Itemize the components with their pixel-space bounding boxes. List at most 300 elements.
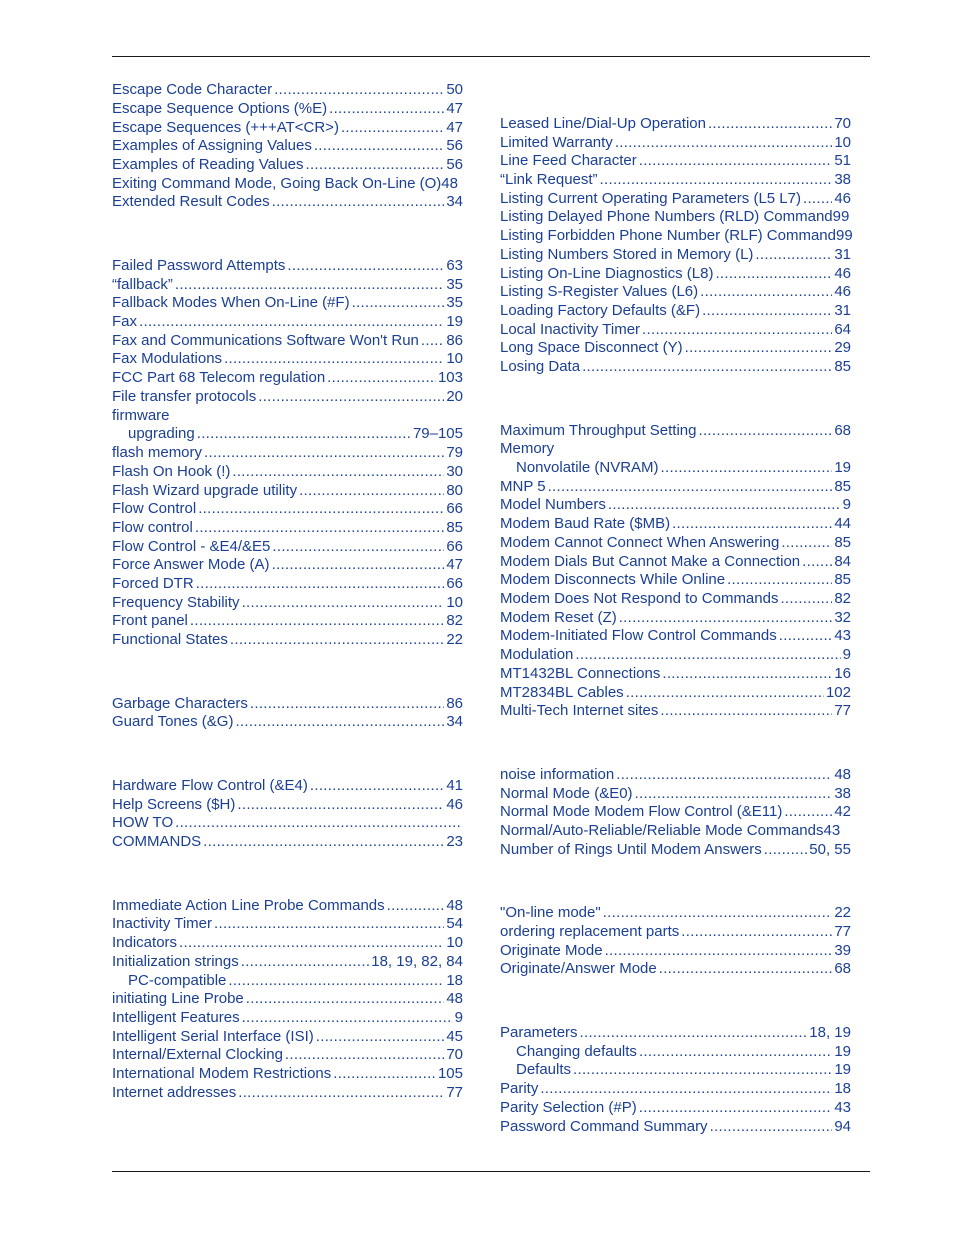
- dot-leader: [626, 683, 824, 702]
- index-entry-text: Intelligent Serial Interface (ISI): [112, 1028, 314, 1045]
- index-entry[interactable]: [500, 941, 851, 960]
- index-entry-page: 43: [834, 1099, 851, 1116]
- index-entry-page: 19: [834, 1061, 851, 1078]
- index-entry-text: File transfer protocols: [112, 388, 257, 405]
- index-entry-text: Examples of Reading Values: [112, 156, 304, 173]
- index-entry[interactable]: [500, 133, 851, 152]
- dot-leader: [803, 189, 832, 208]
- index-entry-text: Listing Current Operating Parameters (L5 L7): [500, 190, 801, 207]
- dot-leader: [639, 151, 833, 170]
- index-entry-text: Internet addresses: [112, 1084, 237, 1101]
- dot-leader: [715, 264, 832, 283]
- index-entry-page: 68: [834, 960, 851, 977]
- index-entry[interactable]: [500, 1079, 851, 1098]
- index-entry[interactable]: [112, 481, 463, 500]
- dot-leader: [659, 959, 833, 978]
- index-entry-text: Parity: [500, 1080, 539, 1097]
- dot-leader: [764, 840, 808, 859]
- index-entry[interactable]: [112, 80, 463, 99]
- dot-leader: [203, 832, 444, 851]
- index-entry[interactable]: [500, 533, 851, 552]
- index-entry-page: 85: [834, 571, 851, 588]
- index-entry[interactable]: [500, 477, 851, 496]
- index-entry-text: Losing Data: [500, 358, 581, 375]
- index-entry[interactable]: [500, 552, 851, 571]
- dot-leader: [780, 589, 832, 608]
- index-entry[interactable]: [500, 245, 851, 264]
- index-entry-text: Modem Reset (Z): [500, 609, 617, 626]
- dot-leader: [341, 118, 444, 137]
- index-entry-text: Maximum Throughput Setting: [500, 422, 697, 439]
- index-entry-text: Initialization strings: [112, 953, 239, 970]
- index-entry-text: Escape Sequences (+++AT<CR>): [112, 119, 339, 136]
- dot-leader: [605, 941, 833, 960]
- index-entry[interactable]: [500, 320, 851, 339]
- index-entry[interactable]: [500, 784, 851, 803]
- index-entry-page: 22: [834, 904, 851, 921]
- index-entry-page: 41: [446, 777, 463, 794]
- index-entry[interactable]: [112, 795, 463, 814]
- index-entry[interactable]: [500, 1098, 851, 1117]
- dot-leader: [784, 802, 832, 821]
- index-entry-text: Limited Warranty: [500, 134, 613, 151]
- index-entry[interactable]: [500, 1042, 851, 1061]
- index-entry-text: Garbage Characters: [112, 695, 248, 712]
- index-entry-text: Modulation: [500, 646, 574, 663]
- index-entry[interactable]: [500, 664, 851, 683]
- dot-leader: [238, 1083, 444, 1102]
- index-entry-page: 18, 19, 82, 84: [371, 953, 463, 970]
- index-entry[interactable]: [500, 301, 851, 320]
- index-entry-page: 70: [446, 1046, 463, 1063]
- index-entry-text: Internal/External Clocking: [112, 1046, 283, 1063]
- dot-leader: [600, 170, 833, 189]
- index-entry[interactable]: [500, 114, 851, 133]
- dot-leader: [702, 301, 832, 320]
- index-entry[interactable]: [500, 903, 851, 922]
- index-entry-page: 54: [446, 915, 463, 932]
- index-entry[interactable]: [112, 555, 463, 574]
- dot-leader: [573, 1060, 832, 1079]
- index-entry[interactable]: [500, 589, 851, 608]
- index-entry-text: International Modem Restrictions: [112, 1065, 332, 1082]
- dot-leader: [615, 133, 833, 152]
- index-entry[interactable]: [112, 1083, 463, 1102]
- index-entry-page: 66: [446, 538, 463, 555]
- index-entry-page: 48: [834, 766, 851, 783]
- index-entry-text: HOW TO: [112, 814, 174, 831]
- index-entry[interactable]: [112, 593, 463, 612]
- index-entry-page: 48: [446, 897, 463, 914]
- dot-leader: [287, 256, 444, 275]
- index-entry-page: 86: [446, 695, 463, 712]
- index-entry-text: MNP 5: [500, 478, 546, 495]
- dot-leader: [190, 611, 444, 630]
- index-entry[interactable]: [500, 226, 851, 245]
- index-entry[interactable]: [500, 1117, 851, 1136]
- index-entry-page: 46: [834, 283, 851, 300]
- index-entry[interactable]: [500, 802, 851, 821]
- index-entry-text: “Link Request”: [500, 171, 598, 188]
- index-entry-text: Flash Wizard upgrade utility: [112, 482, 298, 499]
- index-entry-text: Extended Result Codes: [112, 193, 270, 210]
- index-entry-text: Originate Mode: [500, 942, 603, 959]
- index-entry-page: 35: [446, 294, 463, 311]
- index-entry-page: 79–105: [412, 425, 463, 442]
- index-entry[interactable]: [112, 118, 463, 137]
- index-entry-text: Functional States: [112, 631, 228, 648]
- dot-leader: [548, 477, 833, 496]
- index-entry-text: Nonvolatile (NVRAM): [516, 459, 659, 476]
- index-entry-page: 66: [446, 575, 463, 592]
- dot-leader: [272, 192, 445, 211]
- dot-leader: [672, 514, 832, 533]
- index-entry[interactable]: [500, 840, 851, 859]
- dot-leader: [228, 971, 444, 990]
- index-entry-text: “fallback”: [112, 276, 173, 293]
- dot-leader: [196, 574, 445, 593]
- index-entry-page: 47: [446, 556, 463, 573]
- dot-leader: [197, 424, 411, 443]
- index-entry-text: Escape Code Character: [112, 81, 273, 98]
- dot-leader: [316, 1027, 445, 1046]
- index-entry[interactable]: [112, 776, 463, 795]
- index-entry-page: 31: [834, 302, 851, 319]
- index-entry-page: 10: [834, 134, 851, 151]
- dot-leader: [352, 293, 445, 312]
- index-entry-page: 18: [446, 972, 463, 989]
- index-entry[interactable]: [112, 387, 463, 406]
- index-entry[interactable]: [500, 608, 851, 627]
- index-entry[interactable]: [500, 645, 851, 664]
- index-entry-text: Long Space Disconnect (Y): [500, 339, 683, 356]
- index-entry[interactable]: [112, 537, 463, 556]
- index-entry[interactable]: [112, 1027, 463, 1046]
- dot-leader: [387, 896, 445, 915]
- index-entry[interactable]: [500, 151, 851, 170]
- index-entry-page: 79: [446, 444, 463, 461]
- index-entry[interactable]: [112, 406, 463, 425]
- index-entry-page: 46: [834, 190, 851, 207]
- index-entry-page: 38: [834, 785, 851, 802]
- index-entry-page: 19: [446, 313, 463, 330]
- dot-leader: [582, 357, 832, 376]
- index-entry-page: 50, 55: [809, 841, 851, 858]
- dot-leader: [755, 245, 832, 264]
- index-entry-text: Flow Control - &E4/&E5: [112, 538, 271, 555]
- index-entry[interactable]: [112, 952, 463, 971]
- index-entry-text: Fax Modulations: [112, 350, 223, 367]
- index-entry-text: Modem Dials But Cannot Make a Connection: [500, 553, 801, 570]
- index-entry[interactable]: [500, 421, 851, 440]
- index-entry-page: 19: [834, 459, 851, 476]
- dot-leader: [639, 1098, 833, 1117]
- index-entry-text: Listing Numbers Stored in Memory (L): [500, 246, 754, 263]
- index-entry[interactable]: [112, 331, 463, 350]
- index-entry[interactable]: [112, 349, 463, 368]
- index-entry[interactable]: [112, 813, 463, 832]
- index-entry-text: COMMANDS: [112, 833, 202, 850]
- index-entry[interactable]: [112, 989, 463, 1008]
- dot-leader: [285, 1045, 444, 1064]
- dot-leader: [603, 903, 833, 922]
- dot-leader: [619, 608, 833, 627]
- index-entry-page: 34: [446, 193, 463, 210]
- index-entry-page: 70: [834, 115, 851, 132]
- dot-leader: [681, 922, 832, 941]
- dot-leader: [421, 331, 444, 350]
- index-entry-text: Loading Factory Defaults (&F): [500, 302, 701, 319]
- index-entry-page: 38: [834, 171, 851, 188]
- index-entry[interactable]: [500, 282, 851, 301]
- index-entry-text: Line Feed Character: [500, 152, 637, 169]
- dot-leader: [575, 645, 840, 664]
- dot-leader: [175, 275, 444, 294]
- index-entry-text: Fax: [112, 313, 138, 330]
- dot-leader: [635, 784, 833, 803]
- dot-leader: [727, 570, 832, 589]
- dot-leader: [616, 765, 832, 784]
- dot-leader: [540, 1079, 832, 1098]
- index-entry-text: Indicators: [112, 934, 178, 951]
- index-entry-page: 48: [446, 990, 463, 1007]
- dot-leader: [327, 368, 436, 387]
- index-entry-text: Changing defaults: [516, 1043, 637, 1060]
- index-entry[interactable]: [500, 439, 851, 458]
- dot-leader: [272, 555, 445, 574]
- index-entry[interactable]: [112, 914, 463, 933]
- index-entry[interactable]: [112, 712, 463, 731]
- index-entry[interactable]: [500, 207, 851, 226]
- dot-leader: [333, 1064, 436, 1083]
- dot-leader: [662, 664, 832, 683]
- dot-leader: [710, 1117, 833, 1136]
- dot-leader: [258, 387, 444, 406]
- index-entry[interactable]: [112, 1008, 463, 1027]
- index-entry-page: 84: [834, 553, 851, 570]
- index-entry-page: 44: [834, 515, 851, 532]
- dot-leader: [195, 518, 444, 537]
- index-entry[interactable]: [112, 136, 463, 155]
- index-entry[interactable]: [112, 256, 463, 275]
- index-entry-text: Front panel: [112, 612, 188, 629]
- index-entry-page: 85: [834, 478, 851, 495]
- dot-leader: [272, 537, 444, 556]
- index-entry-page: 19: [834, 1043, 851, 1060]
- index-entry[interactable]: [500, 821, 851, 840]
- index-entry-text: PC-compatible: [128, 972, 227, 989]
- index-entry-text: "On-line mode": [500, 904, 601, 921]
- index-entry[interactable]: [112, 462, 463, 481]
- index-entry-page: 68: [834, 422, 851, 439]
- index-entry-text: Listing S-Register Values (L6): [500, 283, 699, 300]
- index-entry-page: 50: [446, 81, 463, 98]
- index-entry-text: Parameters: [500, 1024, 578, 1041]
- index-entry[interactable]: [112, 518, 463, 537]
- index-entry[interactable]: [112, 155, 463, 174]
- dot-leader: [639, 1042, 832, 1061]
- dot-leader: [642, 320, 832, 339]
- index-entry[interactable]: [112, 192, 463, 211]
- dot-leader: [230, 630, 444, 649]
- index-entry-page: 82: [446, 612, 463, 629]
- index-entry-page: 16: [834, 665, 851, 682]
- index-entry-text: Force Answer Mode (A): [112, 556, 270, 573]
- index-entry[interactable]: [500, 357, 851, 376]
- index-entry[interactable]: [112, 1064, 463, 1083]
- index-entry-text: Forced DTR: [112, 575, 194, 592]
- index-entry-text: FCC Part 68 Telecom regulation: [112, 369, 326, 386]
- index-entry-page: 51: [834, 152, 851, 169]
- index-entry[interactable]: [500, 458, 851, 477]
- index-entry-text: Modem Cannot Connect When Answering: [500, 534, 780, 551]
- index-entry-page: 86: [446, 332, 463, 349]
- index-entry-page: 20: [446, 388, 463, 405]
- index-entry-page: 66: [446, 500, 463, 517]
- index-entry[interactable]: [500, 570, 851, 589]
- index-entry-text: Help Screens ($H): [112, 796, 236, 813]
- index-entry-page: 10: [446, 350, 463, 367]
- index-entry-page: 34: [446, 713, 463, 730]
- footer-rule: [112, 1171, 870, 1172]
- index-entry-page: 18: [834, 1080, 851, 1097]
- index-entry-page: 85: [834, 358, 851, 375]
- dot-leader: [241, 952, 370, 971]
- index-entry-text: Fallback Modes When On-Line (#F): [112, 294, 350, 311]
- index-entry[interactable]: [500, 189, 851, 208]
- dot-leader: [779, 626, 833, 645]
- index-entry[interactable]: [112, 424, 463, 443]
- index-entry-page: 82: [834, 590, 851, 607]
- index-entry[interactable]: [112, 312, 463, 331]
- index-entry[interactable]: [500, 626, 851, 645]
- index-entry-text: Modem Baud Rate ($MB): [500, 515, 671, 532]
- index-entry[interactable]: [112, 1045, 463, 1064]
- index-entry-text: Model Numbers: [500, 496, 606, 513]
- index-entry-page: 64: [834, 321, 851, 338]
- index-entry[interactable]: [112, 443, 463, 462]
- dot-leader: [175, 813, 461, 832]
- index-entry[interactable]: [500, 170, 851, 189]
- dot-leader: [708, 114, 832, 133]
- dot-leader: [660, 701, 832, 720]
- index-entry-page: 39: [834, 942, 851, 959]
- dot-leader: [214, 914, 444, 933]
- index-entry[interactable]: [112, 611, 463, 630]
- index-entry[interactable]: [500, 922, 851, 941]
- index-entry-text: Memory: [500, 440, 555, 457]
- index-entry[interactable]: [112, 832, 463, 851]
- index-entry[interactable]: [500, 514, 851, 533]
- index-entry[interactable]: [112, 368, 463, 387]
- index-entry-page: 23: [446, 833, 463, 850]
- dot-leader: [274, 80, 444, 99]
- index-entry-page: 46: [834, 265, 851, 282]
- index-entry-page: 77: [834, 923, 851, 940]
- index-entry-text: ordering replacement parts: [500, 923, 680, 940]
- dot-leader: [314, 136, 444, 155]
- index-entry[interactable]: [112, 574, 463, 593]
- index-entry-page: 22: [446, 631, 463, 648]
- index-entry-text: Modem-Initiated Flow Control Commands: [500, 627, 777, 644]
- index-entry-page: 80: [446, 482, 463, 499]
- index-entry[interactable]: [112, 99, 463, 118]
- index-entry-text: Intelligent Features: [112, 1009, 240, 1026]
- index-entry-text: Examples of Assigning Values: [112, 137, 312, 154]
- dot-leader: [242, 1008, 453, 1027]
- index-entry-page: 10: [446, 594, 463, 611]
- index-entry-text: firmware: [112, 407, 170, 424]
- index-entry[interactable]: [112, 971, 463, 990]
- index-entry-text: Failed Password Attempts: [112, 257, 286, 274]
- index-entry-page: 85: [834, 534, 851, 551]
- index-entry-page: 9: [454, 1009, 463, 1026]
- index-entry-text: Local Inactivity Timer: [500, 321, 641, 338]
- index-entry-page: 94: [834, 1118, 851, 1135]
- index-entry-text: Normal/Auto-Reliable/Reliable Mode Commands43: [500, 822, 841, 839]
- index-entry-text: Hardware Flow Control (&E4): [112, 777, 308, 794]
- index-entry-text: Fax and Communications Software Won't Run: [112, 332, 419, 349]
- index-entry-text: Guard Tones (&G): [112, 713, 234, 730]
- index-entry[interactable]: [500, 765, 851, 784]
- index-entry[interactable]: [500, 683, 851, 702]
- index-entry-text: Immediate Action Line Probe Commands: [112, 897, 385, 914]
- index-entry-text: Listing Forbidden Phone Number (RLF) Command99: [500, 227, 853, 244]
- index-entry-page: 102: [825, 684, 851, 701]
- index-entry-page: 56: [446, 156, 463, 173]
- index-entry[interactable]: [112, 293, 463, 312]
- dot-leader: [685, 338, 833, 357]
- index-entry-text: noise information: [500, 766, 615, 783]
- index-entry-page: 42: [834, 803, 851, 820]
- dot-leader: [310, 776, 444, 795]
- index-entry-page: 18, 19: [809, 1024, 851, 1041]
- index-entry-page: 45: [446, 1028, 463, 1045]
- index-entry[interactable]: [112, 499, 463, 518]
- index-entry-page: 9: [842, 646, 851, 663]
- index-entry[interactable]: [112, 174, 463, 193]
- dot-leader: [608, 495, 841, 514]
- index-entry[interactable]: [112, 896, 463, 915]
- index-entry[interactable]: [500, 701, 851, 720]
- dot-leader: [699, 421, 833, 440]
- index-entry-text: Listing On-Line Diagnostics (L8): [500, 265, 714, 282]
- index-entry-text: Exiting Command Mode, Going Back On-Line (O)48: [112, 175, 458, 192]
- index-entry[interactable]: [112, 630, 463, 649]
- dot-leader: [299, 481, 444, 500]
- dot-leader: [235, 712, 444, 731]
- index-entry[interactable]: [112, 933, 463, 952]
- index-entry-text: Multi-Tech Internet sites: [500, 702, 659, 719]
- index-entry[interactable]: [500, 264, 851, 283]
- index-entry[interactable]: [500, 338, 851, 357]
- index-entry[interactable]: [500, 495, 851, 514]
- index-entry[interactable]: [500, 1023, 851, 1042]
- index-entry[interactable]: [500, 959, 851, 978]
- index-entry-text: Normal Mode (&E0): [500, 785, 633, 802]
- index-entry-text: Modem Disconnects While Online: [500, 571, 726, 588]
- index-entry-text: Flash On Hook (!): [112, 463, 231, 480]
- index-entry-page: 77: [446, 1084, 463, 1101]
- index-entry-text: Inactivity Timer: [112, 915, 213, 932]
- index-entry[interactable]: [112, 275, 463, 294]
- index-entry-page: 32: [834, 609, 851, 626]
- index-entry[interactable]: [500, 1060, 851, 1079]
- index-entry-page: 30: [446, 463, 463, 480]
- dot-leader: [237, 795, 444, 814]
- index-entry-text: Flow Control: [112, 500, 197, 517]
- index-entry[interactable]: [112, 694, 463, 713]
